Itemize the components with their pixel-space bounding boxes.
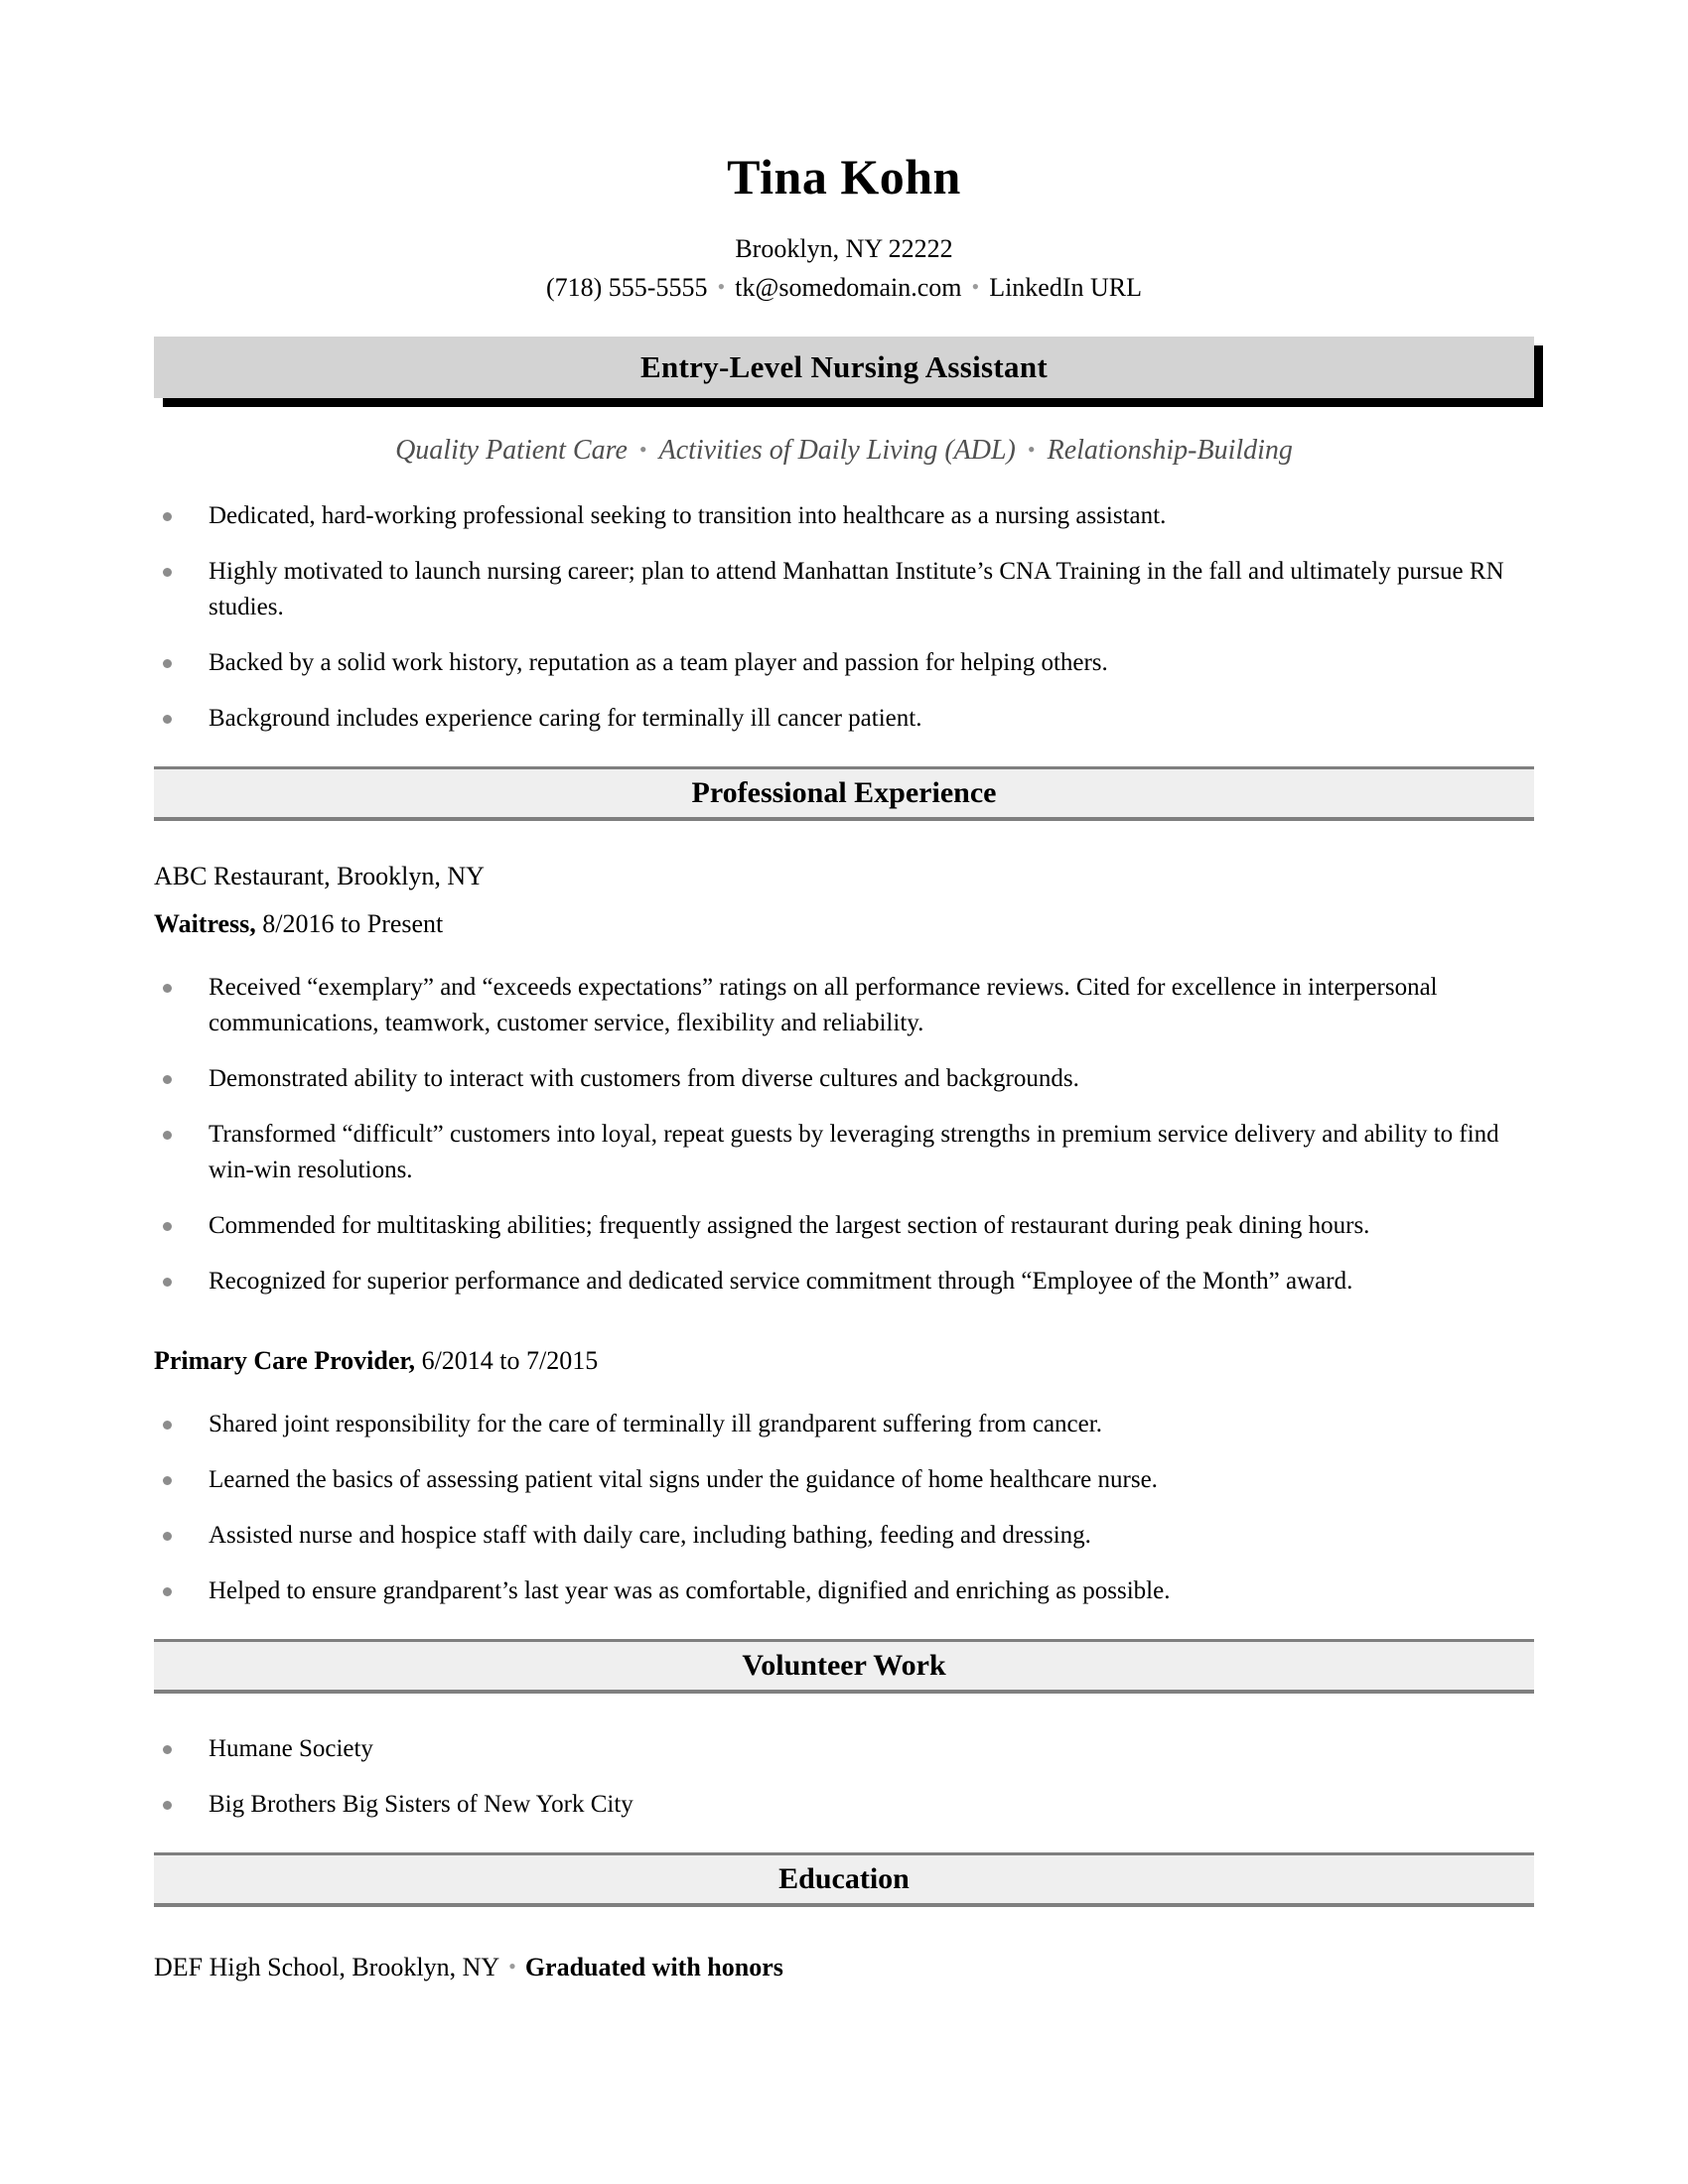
bullet-separator-icon: • [971, 274, 980, 299]
volunteer-bullet: Big Brothers Big Sisters of New York City [154, 1787, 1534, 1823]
keywords-line [154, 430, 1534, 471]
volunteer-list [154, 1731, 1534, 1823]
email-address: tk@somedomain.com [735, 273, 962, 302]
job-bullet: Transformed “difficult” customers into loyal, repeat guests by leveraging strengths in premium service delivery and ability to find win-win resolutions. [154, 1117, 1534, 1188]
resume-title: Entry-Level Nursing Assistant [639, 349, 1048, 384]
section-heading-education [154, 1852, 1534, 1907]
job-bullet: Commended for multitasking abilities; frequently assigned the largest section of restaurant during peak dining hours. [154, 1208, 1534, 1244]
keyword: Activities of Daily Living (ADL) [658, 435, 1016, 466]
job-bullet: Received “exemplary” and “exceeds expectations” ratings on all performance reviews. Cited for excellence in interpersonal communications, teamwork, customer service, flexibility and reliability. [154, 970, 1534, 1041]
job-bullet: Learned the basics of assessing patient vital signs under the guidance of home healthcare nurse. [154, 1462, 1534, 1498]
summary-bullet: Backed by a solid work history, reputation as a team player and passion for helping others. [154, 645, 1534, 681]
job-bullet: Shared joint responsibility for the care of terminally ill grandparent suffering from cancer. [154, 1407, 1534, 1442]
education-honors: Graduated with honors [524, 1953, 783, 1981]
keyword: Relationship-Building [1047, 435, 1293, 466]
job-bullet: Demonstrated ability to interact with customers from diverse cultures and backgrounds. [154, 1061, 1534, 1097]
job-dates: 6/2014 to 7/2015 [415, 1346, 599, 1375]
bullet-separator-icon: • [717, 274, 726, 299]
job-title: Primary Care Provider, [154, 1346, 416, 1375]
job-title-line [154, 1343, 1534, 1379]
school-name: DEF High School, Brooklyn, NY [154, 1953, 500, 1981]
linkedin-url: LinkedIn URL [989, 273, 1142, 302]
section-title: Professional Experience [691, 776, 997, 809]
phone-number: (718) 555-5555 [545, 273, 708, 302]
summary-bullet: Dedicated, hard-working professional seeking to transition into healthcare as a nursing assistant. [154, 498, 1534, 534]
bullet-separator-icon: • [638, 437, 647, 462]
contact-line [154, 270, 1534, 305]
resume-title-banner [154, 337, 1534, 398]
job-title: Waitress, [154, 909, 256, 938]
job-bullet: Helped to ensure grandparent’s last year was as comfortable, dignified and enriching as possible. [154, 1573, 1534, 1609]
education-line [154, 1949, 1534, 1985]
job-bullet: Assisted nurse and hospice staff with daily care, including bathing, feeding and dressing. [154, 1518, 1534, 1554]
summary-bullet: Background includes experience caring for terminally ill cancer patient. [154, 701, 1534, 737]
job-dates: 8/2016 to Present [255, 909, 444, 938]
summary-bullet: Highly motivated to launch nursing career; plan to attend Manhattan Institute’s CNA Training in the fall and ultimately pursue RN studies. [154, 554, 1534, 625]
section-title: Volunteer Work [742, 1649, 946, 1682]
job-bullet: Recognized for superior performance and dedicated service commitment through “Employee of the Month” award. [154, 1264, 1534, 1299]
job-title-line [154, 906, 1534, 942]
bullet-separator-icon: • [1027, 437, 1036, 462]
summary-list [154, 498, 1534, 737]
employer-line: ABC Restaurant, Brooklyn, NY [154, 862, 485, 890]
bullet-separator-icon: • [508, 1954, 516, 1979]
volunteer-bullet: Humane Society [154, 1731, 1534, 1767]
job-bullet-list [154, 1407, 1534, 1609]
job-bullet-list [154, 970, 1534, 1299]
section-heading-professional-experience [154, 766, 1534, 821]
section-heading-volunteer-work [154, 1639, 1534, 1694]
section-title: Education [778, 1862, 910, 1895]
keyword: Quality Patient Care [395, 435, 628, 466]
candidate-name: Tina Kohn [727, 149, 961, 205]
candidate-location: Brooklyn, NY 22222 [735, 234, 953, 263]
